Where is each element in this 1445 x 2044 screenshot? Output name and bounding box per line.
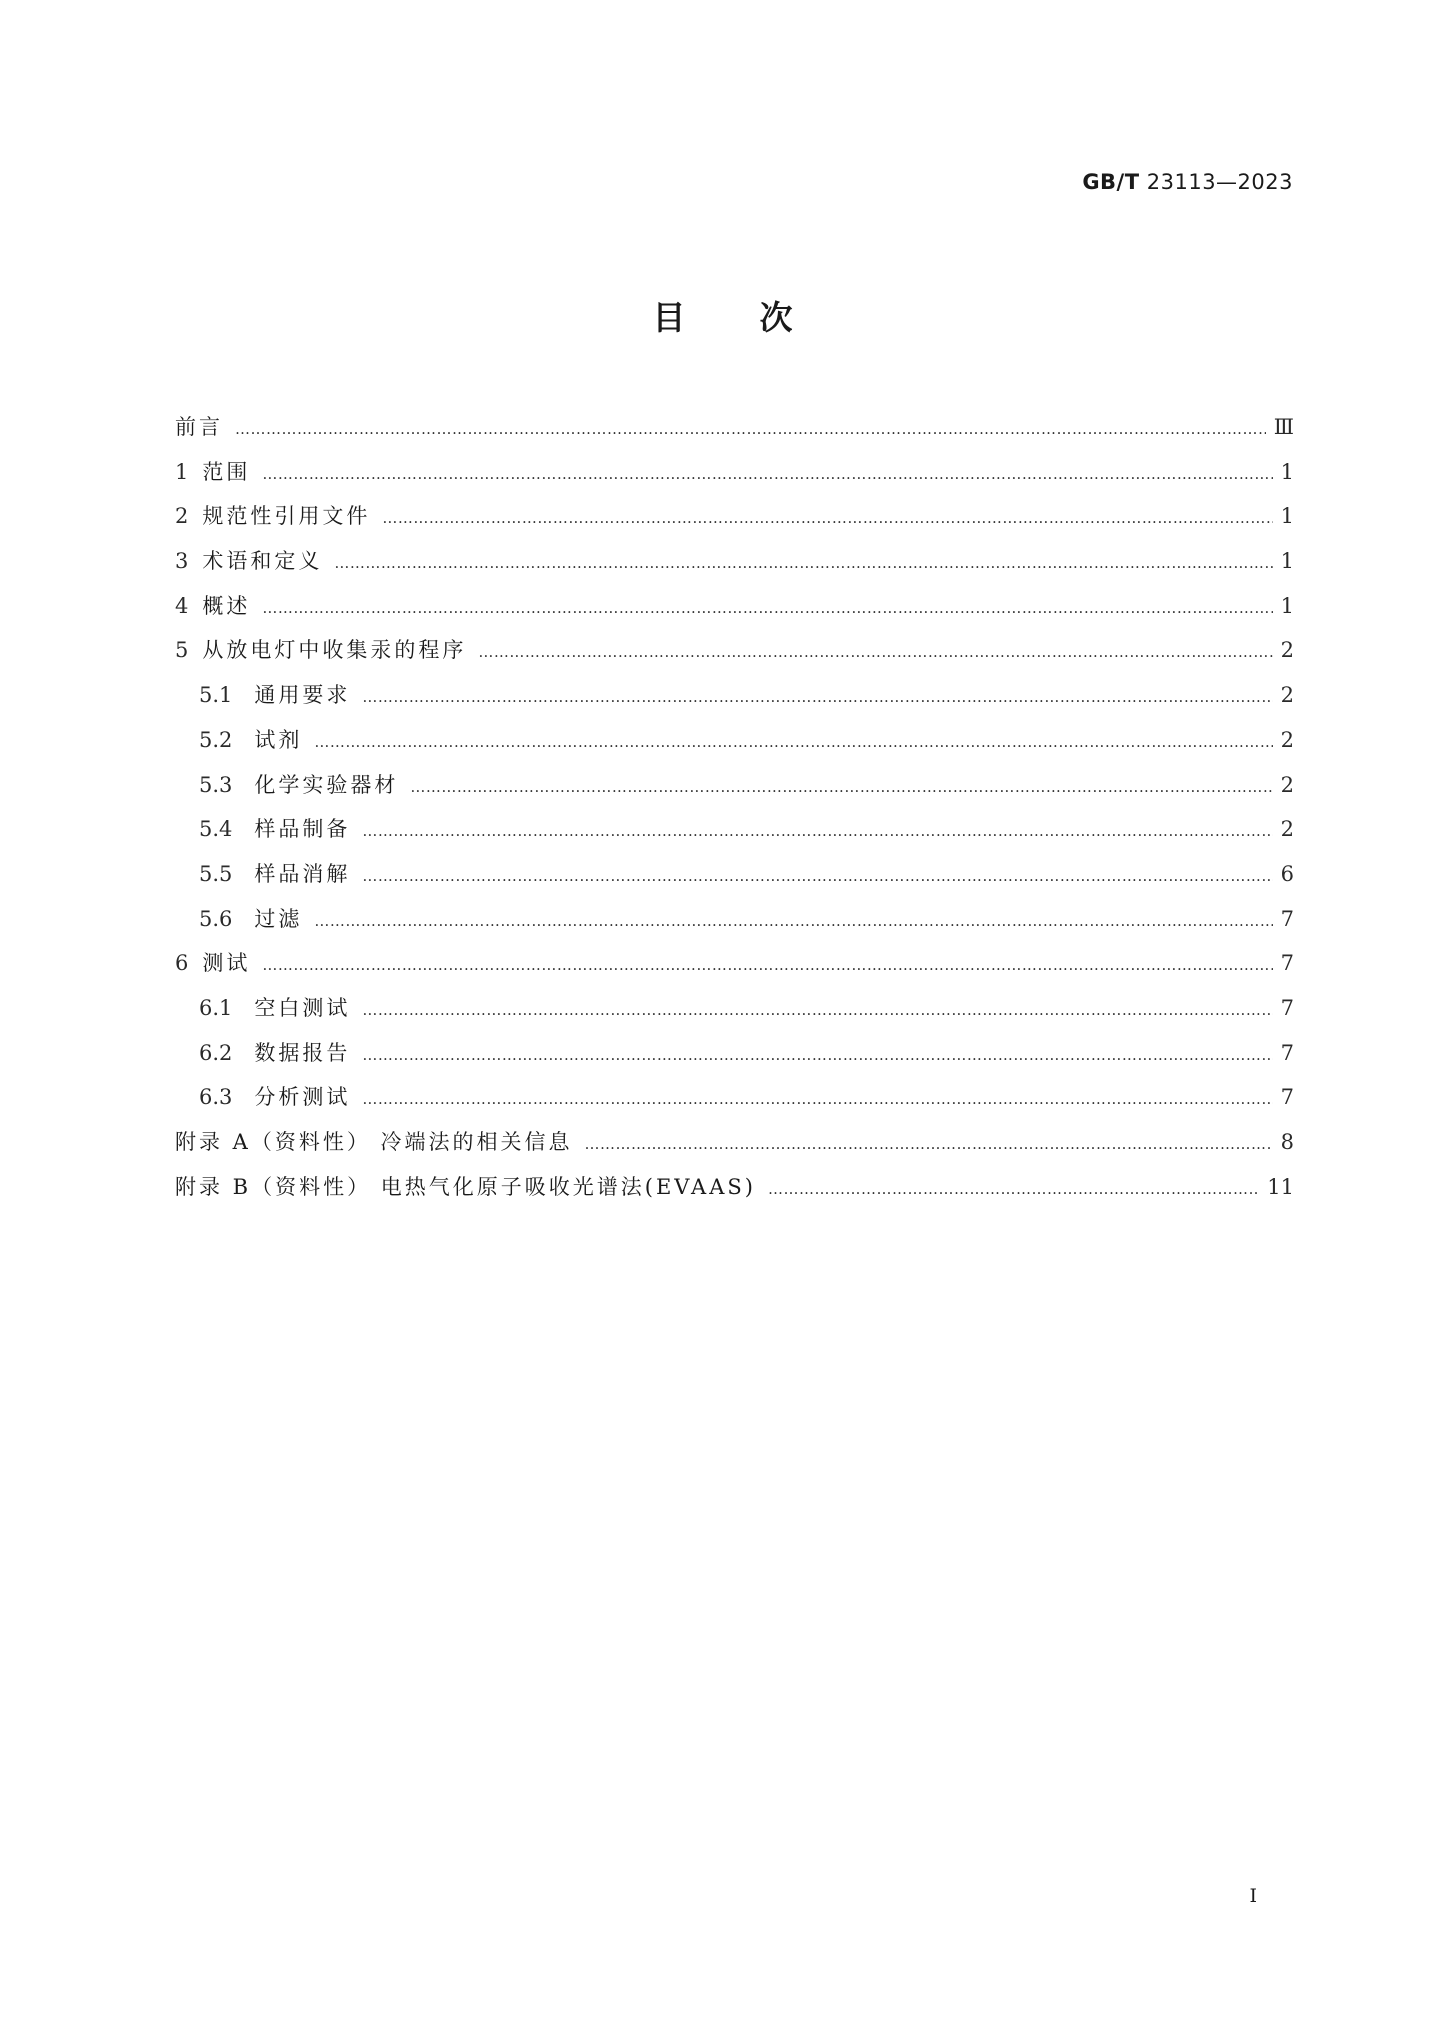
toc-entry-5-6[interactable] bbox=[175, 903, 1294, 948]
dot-leader bbox=[362, 822, 1272, 840]
toc-entry-page: 7 bbox=[1280, 906, 1294, 931]
toc-entry-label: 化学实验器材 bbox=[254, 772, 399, 797]
toc-entry-page: 1 bbox=[1280, 593, 1294, 618]
dot-leader bbox=[262, 599, 1272, 617]
toc-entry-number: 4 bbox=[175, 593, 189, 618]
toc-entry-label: 前言 bbox=[175, 415, 223, 439]
toc-entry-label: 规范性引用文件 bbox=[202, 504, 371, 529]
toc-entry-label: 样品消解 bbox=[254, 861, 351, 886]
toc-entry-page: 6 bbox=[1280, 861, 1294, 886]
toc-entry-label: 过滤 bbox=[254, 906, 303, 931]
page-number: Ⅰ bbox=[1249, 1885, 1257, 1907]
toc-entry-5-1[interactable] bbox=[175, 679, 1294, 724]
toc-entry-annex-b[interactable] bbox=[175, 1171, 1294, 1216]
toc-entry-label: 分析测试 bbox=[254, 1085, 351, 1110]
toc-entry-page: 2 bbox=[1280, 817, 1294, 842]
dot-leader bbox=[235, 420, 1266, 438]
toc-entry-6-2[interactable] bbox=[175, 1037, 1294, 1082]
dot-leader bbox=[362, 1001, 1272, 1019]
toc-entry-number: 6 bbox=[175, 951, 189, 976]
toc-entry-page: 7 bbox=[1280, 1040, 1294, 1065]
toc-entry-label: 附录 B（资料性） 电热气化原子吸收光谱法(EVAAS) bbox=[175, 1174, 756, 1199]
page-title bbox=[0, 292, 1445, 339]
title-char-1: 目 bbox=[652, 298, 686, 337]
standard-code bbox=[1082, 170, 1293, 194]
dot-leader bbox=[382, 509, 1272, 527]
toc-entry-label: 附录 A（资料性） 冷端法的相关信息 bbox=[175, 1130, 573, 1154]
dot-leader bbox=[262, 465, 1272, 483]
toc-entry-6-1[interactable] bbox=[175, 992, 1294, 1037]
toc-entry-page: 11 bbox=[1267, 1174, 1294, 1199]
toc-entry-label: 测试 bbox=[202, 951, 251, 976]
toc-entry-number: 2 bbox=[175, 504, 189, 529]
toc-entry-annex-a[interactable] bbox=[175, 1126, 1294, 1171]
dot-leader bbox=[362, 867, 1272, 885]
dot-leader bbox=[334, 554, 1272, 572]
toc-entry-6-3[interactable] bbox=[175, 1081, 1294, 1126]
toc-entry-number: 5.1 bbox=[199, 683, 233, 708]
toc-entry-1[interactable] bbox=[175, 456, 1294, 501]
toc-entry-label: 空白测试 bbox=[254, 995, 351, 1020]
toc-entry-label: 概述 bbox=[202, 593, 251, 618]
dot-leader bbox=[314, 912, 1272, 930]
toc-entry-number: 5.4 bbox=[199, 817, 233, 842]
toc-entry-number: 1 bbox=[175, 459, 189, 484]
dot-leader bbox=[362, 1046, 1272, 1064]
toc-entry-foreword[interactable] bbox=[175, 411, 1294, 456]
toc-entry-5-2[interactable] bbox=[175, 724, 1294, 769]
toc-entry-number: 5.3 bbox=[199, 772, 233, 797]
dot-leader bbox=[262, 956, 1272, 974]
toc-entry-page: 7 bbox=[1280, 1085, 1294, 1110]
toc-entry-5-4[interactable] bbox=[175, 813, 1294, 858]
standard-prefix: GB/T bbox=[1082, 170, 1140, 194]
toc-entry-4[interactable] bbox=[175, 590, 1294, 635]
toc-entry-label: 样品制备 bbox=[254, 817, 351, 842]
table-of-contents bbox=[175, 411, 1294, 1215]
toc-entry-number: 6.3 bbox=[199, 1085, 233, 1110]
toc-entry-page: 2 bbox=[1280, 638, 1294, 663]
toc-entry-6[interactable] bbox=[175, 947, 1294, 992]
toc-entry-number: 5.6 bbox=[199, 906, 233, 931]
toc-entry-2[interactable] bbox=[175, 500, 1294, 545]
dot-leader bbox=[362, 1090, 1272, 1108]
dot-leader bbox=[585, 1135, 1273, 1153]
dot-leader bbox=[314, 733, 1272, 751]
dot-leader bbox=[362, 688, 1272, 706]
toc-entry-5-5[interactable] bbox=[175, 858, 1294, 903]
toc-entry-label: 术语和定义 bbox=[202, 549, 323, 574]
toc-entry-page: 2 bbox=[1280, 772, 1294, 797]
standard-number: 23113—2023 bbox=[1146, 170, 1293, 194]
toc-entry-label: 试剂 bbox=[254, 727, 303, 752]
toc-entry-page: 7 bbox=[1280, 951, 1294, 976]
toc-entry-5[interactable] bbox=[175, 634, 1294, 679]
toc-entry-label: 数据报告 bbox=[254, 1040, 351, 1065]
toc-entry-number: 5 bbox=[175, 638, 189, 663]
toc-entry-5-3[interactable] bbox=[175, 769, 1294, 814]
toc-entry-page: 1 bbox=[1280, 459, 1294, 484]
toc-entry-page: 1 bbox=[1280, 549, 1294, 574]
toc-entry-number: 5.2 bbox=[199, 727, 233, 752]
toc-entry-number: 3 bbox=[175, 549, 189, 574]
dot-leader bbox=[768, 1180, 1259, 1198]
toc-entry-page: 2 bbox=[1280, 683, 1294, 708]
toc-entry-label: 范围 bbox=[202, 459, 251, 484]
toc-entry-3[interactable] bbox=[175, 545, 1294, 590]
toc-entry-page: 7 bbox=[1280, 995, 1294, 1020]
toc-entry-page: Ⅲ bbox=[1273, 415, 1294, 439]
dot-leader bbox=[478, 643, 1272, 661]
dot-leader bbox=[410, 778, 1272, 796]
toc-entry-page: 8 bbox=[1280, 1130, 1294, 1154]
toc-entry-number: 5.5 bbox=[199, 861, 233, 886]
toc-entry-label: 从放电灯中收集汞的程序 bbox=[202, 638, 467, 663]
toc-entry-page: 2 bbox=[1280, 727, 1294, 752]
toc-entry-label: 通用要求 bbox=[254, 683, 351, 708]
title-char-2: 次 bbox=[759, 298, 793, 337]
toc-entry-page: 1 bbox=[1280, 504, 1294, 529]
toc-entry-number: 6.1 bbox=[199, 995, 233, 1020]
toc-entry-number: 6.2 bbox=[199, 1040, 233, 1065]
